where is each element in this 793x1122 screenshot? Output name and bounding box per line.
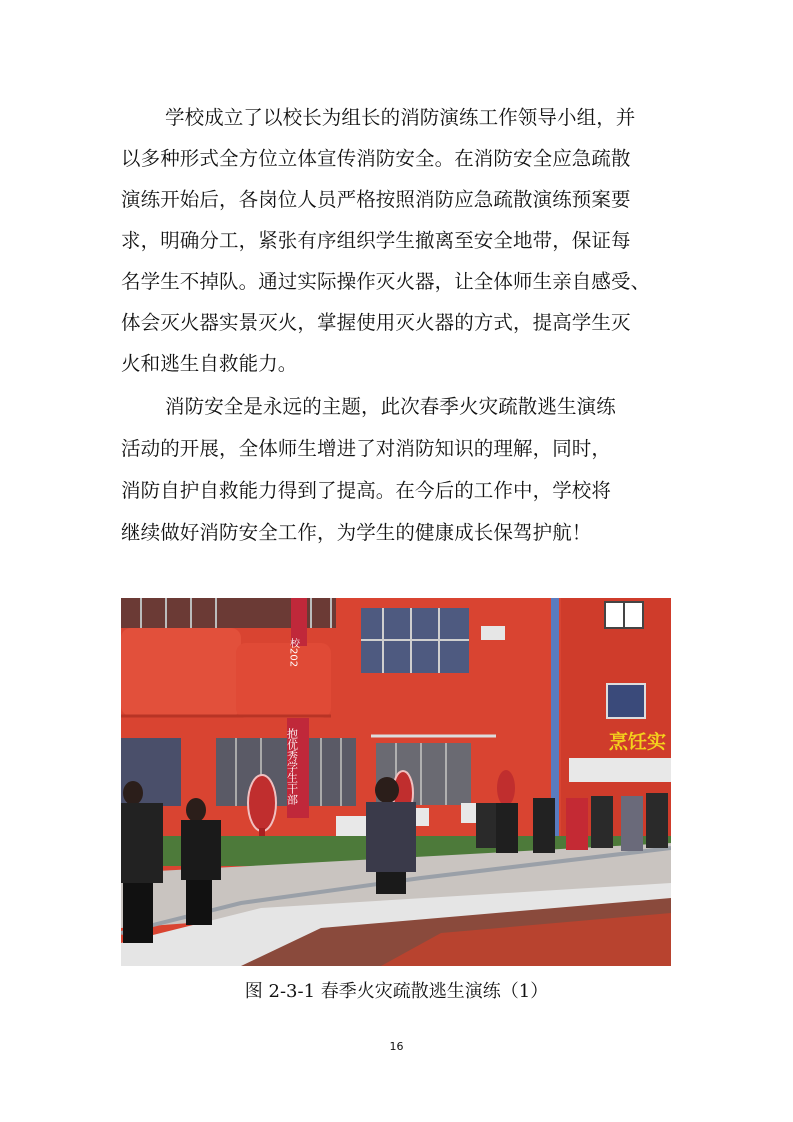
paragraph-2-line-3: 消防自护自救能力得到了提高。在今后的工作中，学校将 <box>121 479 612 502</box>
paragraph-1-line-7: 火和逃生自救能力。 <box>121 352 298 375</box>
paragraph-1-line-2: 以多种形式全方位立体宣传消防安全。在消防安全应急疏散 <box>121 147 631 170</box>
banner-text: 抱优秀学生干部 <box>285 728 299 805</box>
paragraph-2-line-2: 活动的开展，全体师生增进了对消防知识的理解，同时， <box>121 437 612 460</box>
evacuation-drill-photo <box>121 598 671 966</box>
paragraph-1-line-5: 名学生不掉队。通过实际操作灭火器，让全体师生亲自感受、 <box>121 270 651 293</box>
figure-caption: 图 2-3-1 春季火灾疏散逃生演练（1） <box>244 981 549 1002</box>
banner-top-text: 校202 <box>287 638 299 668</box>
paragraph-1-line-3: 演练开始后，各岗位人员严格按照消防应急疏散演练预案要 <box>121 188 631 211</box>
sign-text: 烹饪实 <box>609 731 667 753</box>
paragraph-1-line-4: 求，明确分工，紧张有序组织学生撤离至安全地带，保证每 <box>121 229 631 252</box>
paragraph-2-line-4: 继续做好消防安全工作，为学生的健康成长保驾护航！ <box>121 521 592 544</box>
paragraph-1-line-6: 体会灭火器实景灭火，掌握使用灭火器的方式，提高学生灭 <box>121 311 631 334</box>
page-number: 16 <box>389 1040 404 1053</box>
paragraph-1-line-1: 学校成立了以校长为组长的消防演练工作领导小组，并 <box>165 106 636 129</box>
paragraph-2-line-1: 消防安全是永远的主题，此次春季火灾疏散逃生演练 <box>165 395 616 418</box>
